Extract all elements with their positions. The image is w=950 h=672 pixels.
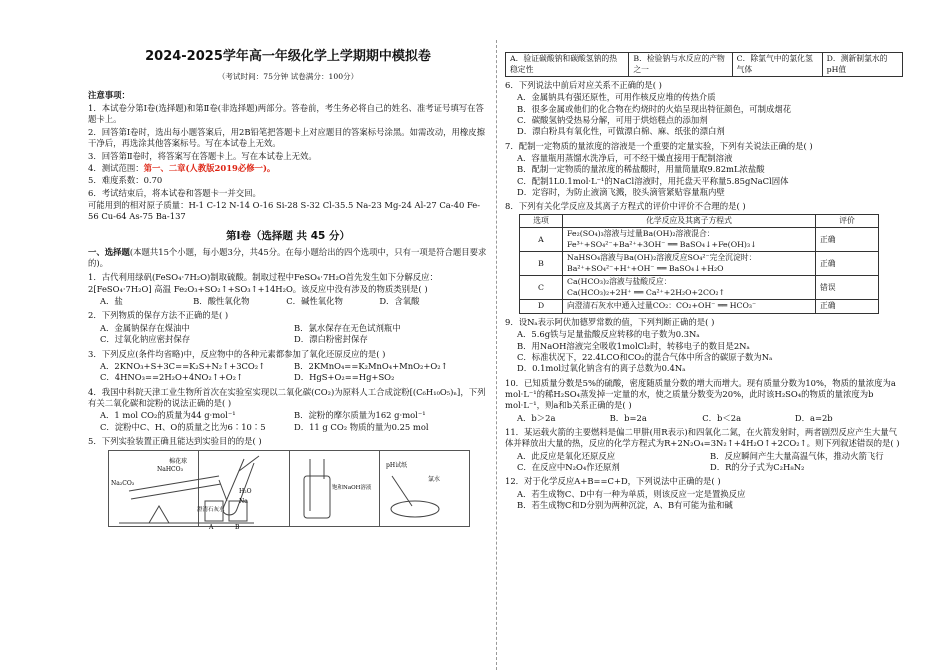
apparatus-b-figure [199,451,289,526]
label-ph-paper: pH试纸 [385,462,407,470]
row-option: C [520,276,563,300]
column-header: 评价 [816,214,879,228]
row-option: B [520,252,563,276]
option-d: D．a=2b [794,412,833,423]
question-4: 4．我国中科院天津工业生物所首次在实验室实现以二氧化碳(CO₂)为原料人工合成淀粉[(C₆H₁₀O₅)ₙ]，下列有关二氧化碳和淀粉的说法正确的是( ) [88,386,486,408]
option-d: D．11 g CO₂ 物质的量为0.25 mol [294,421,429,432]
notice-title: 注意事项： [88,89,130,100]
options [100,410,488,433]
option-d: D．漂白粉具有氧化性，可做漂白棉、麻、纸张的漂白剂 [517,126,725,137]
label-naoh: 饱和NaOH溶液 [331,485,371,492]
label-na2co3: Na₂CO₃ [111,480,135,488]
section-intro-text: (本题共15个小题，每小题3分，共45分。在每小题给出的四个选项中，只有一项是符合题目要求的)。 [88,246,487,269]
option-b: B．配制一定物质的量浓度的稀盐酸时，用量筒量取9.82mL浓盐酸 [517,164,765,175]
option-b: B．酸性氧化物 [193,296,250,307]
apparatus-d-figure [380,451,469,526]
option-a: A．容量瓶用蒸馏水洗净后，可不经干燥直接用于配制溶液 [517,153,733,164]
notice [88,90,488,223]
option-a: A．此反应是氧化还原反应 [517,450,616,461]
option-b: B．b=2a [609,412,647,423]
label-limewater: 澄清石灰水 [197,507,225,514]
right-column [505,52,903,512]
section-intro-bold: 一、选择题 [88,246,130,257]
options [517,413,903,424]
question-2: 2．下列物质的保存方法不正确的是( ) [88,310,229,321]
equation-line: NaHSO₄溶液与Ba(OH)₂溶液反应SO₄²⁻完全沉淀时： [567,253,757,263]
options [517,329,903,374]
row-evaluation: 正确 [816,228,879,252]
table-cell: A．验证碳酸钠和碳酸氢钠的热稳定性 [506,53,629,77]
apparatus-figures [108,450,470,532]
option-c: C．碳酸氢钠受热易分解，可用于烘焙糕点的添加剂 [517,115,708,126]
equation-line: 向澄清石灰水中通入过量CO₂：CO₂+OH⁻ ══ HCO₃⁻ [567,301,757,311]
row-equation [563,252,816,276]
notice-item: 3．回答第Ⅱ卷时，将答案写在答题卡上。写在本试卷上无效。 [88,150,317,161]
option-c: C．在反应中N₂O₄作还原剂 [517,462,620,473]
table-cell: B．检验钠与水反应的产物之一 [629,53,732,77]
option-a: A．金属钠保存在煤油中 [100,322,190,333]
column-header: 化学反应及其离子方程式 [563,214,816,228]
options [517,92,903,137]
option-d: D．0.1mol过氧化钠含有的离子总数为0.4Nₐ [517,363,686,374]
atomic-masses: 可能用到的相对原子质量：H-1 C-12 N-14 O-16 Si-28 S-32 Cl-35.5 Na-23 Mg-24 Al-27 Ca-40 Fe-56 Cu-64 As-75 Ba-137 [88,199,481,222]
option-b: B．用NaOH溶液完全吸收1molCl₂时，转移电子的数目是2Nₐ [517,340,750,351]
equation-line: Fe³⁺+SO₄²⁻+Ba²⁺+3OH⁻ ══ BaSO₄↓+Fe(OH)₃↓ [567,239,757,249]
label-beaker-a: A [209,524,214,532]
option-c: C．标准状况下，22.4LCO和CO₂的混合气体中所含的碳原子数为Nₐ [517,351,773,362]
option-a: A．盐 [100,296,123,307]
table-row [520,276,879,300]
option-b: B．2KMnO₄==K₂MnO₄+MnO₂+O₂↑ [294,360,448,371]
section-title: 第Ⅰ卷（选择题 共 45 分） [226,229,350,242]
equation-line: Fe₂(SO₄)₃溶液与过量Ba(OH)₂溶液混合： [567,229,715,239]
row-option: D [520,300,563,314]
test-scope: 第一、二章(人教版2019必修一)。 [143,162,276,173]
test-tube-image [199,451,274,526]
row-evaluation: 正确 [816,300,879,314]
option-a: A．金属钠具有强还原性，可用作核反应堆的传热介质 [517,92,716,103]
option-a: A．5.6g铁与足量盐酸反应转移的电子数为0.3Nₐ [517,329,700,340]
ph-test-image [380,451,455,526]
table-cell: D．测新制氯水的pH值 [822,53,902,77]
notice-item-4-prefix: 4．测试范围： [88,162,144,173]
equation-line: Ba²⁺+SO₄²⁻+H⁺+OH⁻ ══ BaSO₄↓+H₂O [567,263,724,273]
option-b: B．若生成物C和D分别为两种沉淀，A、B有可能为盐和碱 [517,500,733,511]
question-11: 11．某运载火箭的主要燃料是偏二甲肼(用R表示)和四氧化二氮，在火箭发射时，两者剧烈反应产生大量气体并释放出大量的热，反应的化学方程式为R+2N₂O₄=3N₂↑+4H₂O↑+2CO₂↑。则下列叙述错误的是( ) [505,427,900,449]
option-c: C．4HNO₃==2H₂O+4NO₂↑+O₂↑ [100,372,244,383]
option-b: B．很多金属或他们的化合物在灼烧时的火焰呈现出特征颜色，可制成烟花 [517,103,792,114]
table-row [520,300,879,314]
option-a: A．若生成物C、D中有一种为单质，则该反应一定是置换反应 [517,488,746,499]
apparatus-a-figure [109,451,240,532]
question-12: 12．对于化学反应A+B==C+D，下列说法中正确的是( ) [505,476,721,487]
notice-item [88,163,488,174]
question-5: 5．下列实验装置正确且能达到实验目的的是( ) [88,435,262,446]
column-header: 选项 [520,214,563,228]
option-a: A．1 mol CO₂的质量为44 g·mol⁻¹ [100,410,236,421]
notice-item: 2．回答第Ⅰ卷时，选出每小题答案后，用2B铅笔把答题卡上对应题目的答案标号涂黑。如需改动，用橡皮擦干净后，再选涂其他答案标号。写在本试卷上无效。 [88,126,485,149]
options [100,361,488,384]
table-header-row [520,214,879,228]
left-column [88,48,488,532]
question-6: 6．下列说法中前后对应关系不正确的是( ) [505,80,662,91]
row-evaluation: 正确 [816,252,879,276]
equation-line: Ca(HCO₃)₂+2H⁺ ══ Ca²⁺+2H₂O+2CO₂↑ [567,287,726,297]
row-evaluation: 错误 [816,276,879,300]
q5-options-table [505,52,903,77]
exam-title: 2024-2025学年高一年级化学上学期期中模拟卷 [145,49,431,64]
apparatus-c-figure [290,451,380,526]
option-d: D．R的分子式为C₂H₈N₂ [710,462,805,473]
option-a: A．b＞2a [517,412,556,423]
option-c: C．碱性氧化物 [286,296,343,307]
table-row [506,53,903,77]
option-d: D．漂白粉密封保存 [294,334,368,345]
options [517,153,903,198]
row-equation [563,276,816,300]
option-d: D．定容时，为防止液滴飞溅，胶头滴管紧贴容量瓶内壁 [517,187,725,198]
option-c: C．配制1L0.1mol·L⁻¹的NaCl溶液时，用托盘天平称量5.85gNaCl固体 [517,175,789,186]
column-divider [496,40,497,670]
option-b: B．反应瞬间产生大量高温气体，推动火箭飞行 [710,450,884,461]
label-chlorine-water: 氯水 [427,476,440,484]
options [100,296,488,307]
question-1: 1．古代利用绿矾(FeSO₄·7H₂O)制取硫酸。制取过程中FeSO₄·7H₂O首先发生如下分解反应：2[FeSO₄·7H₂O] 高温 Fe₂O₃+SO₂↑+SO₃↑+14H₂O。该反应中没有涉及的物质类别是( ) [88,272,438,294]
option-a: A．2KNO₃+S+3C==K₂S+N₂↑+3CO₂↑ [100,360,266,371]
table-row [520,252,879,276]
exam-meta: （考试时间：75分钟 试卷满分：100分） [217,71,359,81]
gas-washing-bottle-image [290,451,371,526]
option-b: B．淀粉的摩尔质量为162 g·mol⁻¹ [294,410,426,421]
option-d: D．HgS+O₂==Hg+SO₂ [294,372,395,383]
notice-item: 1．本试卷分第Ⅰ卷(选择题)和第Ⅱ卷(非选择题)两部分。答卷前，考生务必将自己的姓名、准考证号填写在答题卡上。 [88,103,484,125]
notice-item: 6．考试结束后，将本试卷和答题卡一并交回。 [88,187,261,198]
row-equation [563,300,816,314]
equation-line: Ca(HCO₃)₂溶液与盐酸反应： [567,277,672,287]
row-equation [563,228,816,252]
question-9: 9．设Nₐ表示阿伏加德罗常数的值，下列判断正确的是( ) [505,316,715,327]
option-c: C．过氧化钠应密封保存 [100,334,191,345]
section-intro [88,247,488,270]
label-sodium: Na [239,498,249,506]
question-8: 8．下列有关化学反应及其离子方程式的评价中评价不合理的是( ) [505,201,746,212]
notice-item: 5．难度系数：0.70 [88,175,163,186]
table-cell: C．除氯气中的氯化氢气体 [732,53,822,77]
q8-table [519,214,879,314]
row-option: A [520,228,563,252]
option-c: C．b＜2a [702,412,742,423]
table-row [520,228,879,252]
option-d: D．含氧酸 [379,296,420,307]
label-water: H₂O [239,488,252,496]
question-7: 7．配制一定物质的量浓度的溶液是一个重要的定量实验，下列有关说法正确的是( ) [505,140,813,151]
options [517,451,903,474]
label-cotton: 棉花球 [169,458,188,466]
option-c: C．淀粉中C、H、O的质量之比为6∶10∶5 [100,421,266,432]
label-beaker-b: B [235,524,240,532]
question-10: 10．已知质量分数是5%的硫酸，密度随质量分数的增大而增大。现有质量分数为10%，物质的量浓度为a mol·L⁻¹的稀H₂SO₄蒸发掉一定量的水，使之质量分数变为20%，此时该H₂SO₄的物质的量浓度为b mol·L⁻¹，则a和b关系正确的是( ) [505,377,896,411]
question-3: 3．下列反应(条件均省略)中，反应物中的各种元素都参加了氧化还原反应的是( ) [88,348,386,359]
option-b: B．氯水保存在无色试剂瓶中 [294,322,401,333]
label-nahco3: NaHCO₃ [157,466,183,474]
options [100,323,488,346]
options [517,489,903,512]
